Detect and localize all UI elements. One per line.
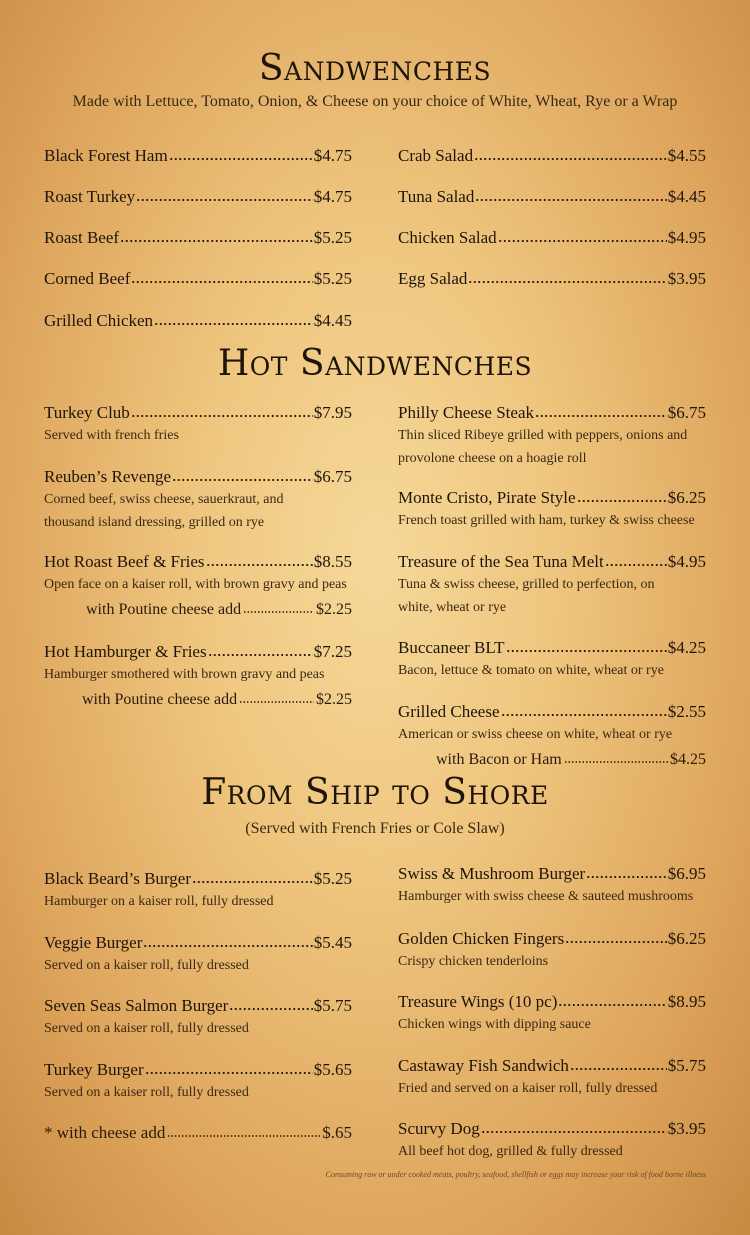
- item-description: All beef hot dog, grilled & fully dressed: [398, 1144, 623, 1159]
- item-price: $5.45: [313, 933, 352, 952]
- menu-item: [44, 549, 352, 622]
- item-price: $5.25: [313, 228, 352, 247]
- leader-dots: [131, 266, 312, 284]
- ship-to-shore-subtitle: (Served with French Fries or Cole Slaw): [245, 820, 505, 837]
- leader-dots: [167, 1120, 320, 1138]
- leader-dots: [145, 1057, 313, 1075]
- addon-price: $2.25: [316, 601, 352, 618]
- leader-dots: [586, 861, 667, 879]
- item-description: white, wheat or rye: [398, 600, 507, 615]
- item-description: Hamburger on a kaiser roll, fully dressed: [44, 894, 274, 909]
- leader-dots: [120, 225, 313, 243]
- item-price: $6.75: [313, 467, 352, 486]
- leader-dots: [570, 1053, 667, 1071]
- menu-item: [398, 225, 706, 249]
- item-price: $4.55: [667, 146, 706, 165]
- item-description: Tuna & swiss cheese, grilled to perfection, on: [398, 577, 655, 592]
- item-name: Chicken Salad: [398, 228, 497, 247]
- item-price: $5.75: [667, 1056, 706, 1075]
- leader-dots: [239, 686, 314, 704]
- menu-item: [398, 989, 706, 1036]
- item-name: Turkey Club: [44, 403, 130, 422]
- leader-dots: [475, 184, 666, 202]
- item-name: Treasure Wings (10 pc): [398, 992, 558, 1011]
- item-description: Chicken wings with dipping sauce: [398, 1017, 591, 1032]
- menu-item: [398, 266, 706, 290]
- leader-dots: [481, 1116, 667, 1134]
- leader-dots: [192, 866, 313, 884]
- item-description: thousand island dressing, grilled on rye: [44, 515, 265, 530]
- item-price: $7.25: [313, 642, 352, 661]
- hot-sandwiches-title: Hot Sandwenches: [217, 343, 533, 384]
- item-name: Corned Beef: [44, 269, 131, 288]
- leader-dots: [143, 930, 312, 948]
- leader-dots: [468, 266, 666, 284]
- menu-item: [398, 143, 706, 167]
- item-price: $6.95: [667, 864, 706, 883]
- leader-dots: [577, 485, 667, 503]
- item-description: Served on a kaiser roll, fully dressed: [44, 1021, 249, 1036]
- leader-dots: [154, 308, 313, 326]
- item-price: $5.25: [313, 269, 352, 288]
- item-name: Swiss & Mushroom Burger: [398, 864, 586, 883]
- item-addon: [44, 596, 352, 622]
- item-name: Grilled Chicken: [44, 311, 154, 330]
- item-addon: [398, 746, 706, 772]
- menu-item: [398, 1053, 706, 1100]
- sandwiches-subtitle: Made with Lettuce, Tomato, Onion, & Cheese on your choice of White, Wheat, Rye or a Wrap: [72, 93, 678, 110]
- menu-item: [44, 993, 352, 1040]
- item-description: Hamburger with swiss cheese & sauteed mushrooms: [398, 889, 694, 904]
- item-price: $8.55: [313, 552, 352, 571]
- item-description: American or swiss cheese on white, wheat or rye: [398, 727, 673, 742]
- item-addon: [44, 686, 352, 712]
- menu-item: [44, 143, 352, 167]
- item-name: Monte Cristo, Pirate Style: [398, 488, 576, 507]
- item-description: Hamburger smothered with brown gravy and peas: [44, 667, 325, 682]
- leader-dots: [506, 635, 667, 653]
- item-name: Black Beard’s Burger: [44, 869, 191, 888]
- menu-item: [44, 184, 352, 208]
- item-name: Black Forest Ham: [44, 146, 168, 165]
- menu-item: [398, 699, 706, 772]
- leader-dots: [501, 699, 667, 717]
- menu-item: [44, 308, 352, 332]
- item-price: $6.25: [667, 488, 706, 507]
- item-price: $4.95: [667, 228, 706, 247]
- food-safety-disclaimer: Consuming raw or under cooked meats, poultry, seafood, shellfish or eggs may increase your risk of food borne illness: [325, 1170, 706, 1179]
- item-name: Grilled Cheese: [398, 702, 500, 721]
- sandwiches-title: Sandwenches: [258, 48, 492, 89]
- leader-dots: [208, 639, 313, 657]
- addon-price: $2.25: [316, 691, 352, 708]
- menu-item: [44, 225, 352, 249]
- item-description: Crispy chicken tenderloins: [398, 954, 549, 969]
- leader-dots: [474, 143, 667, 161]
- menu-item: [44, 266, 352, 290]
- menu-item: [398, 485, 706, 532]
- item-description: Fried and served on a kaiser roll, fully dressed: [398, 1081, 658, 1096]
- item-name: Treasure of the Sea Tuna Melt: [398, 552, 604, 571]
- item-name: Reuben’s Revenge: [44, 467, 171, 486]
- item-price: $6.25: [667, 929, 706, 948]
- menu-item: [398, 926, 706, 973]
- leader-dots: [131, 400, 313, 418]
- item-name: Turkey Burger: [44, 1060, 144, 1079]
- menu-item: [398, 549, 706, 619]
- menu-item: [398, 861, 706, 908]
- item-price: $2.55: [667, 702, 706, 721]
- item-price: $4.45: [667, 187, 706, 206]
- item-description: French toast grilled with ham, turkey & swiss cheese: [398, 513, 695, 528]
- menu-item: [398, 184, 706, 208]
- item-price: $5.65: [313, 1060, 352, 1079]
- leader-dots: [136, 184, 313, 202]
- leader-dots: [498, 225, 667, 243]
- item-price: $5.25: [313, 869, 352, 888]
- menu-item: [398, 1116, 706, 1163]
- item-description: provolone cheese on a hoagie roll: [398, 451, 587, 466]
- leader-dots: [169, 143, 313, 161]
- item-price: $4.25: [667, 638, 706, 657]
- item-price: $5.75: [313, 996, 352, 1015]
- menu-item: [398, 400, 706, 470]
- item-description: Served with french fries: [44, 428, 179, 443]
- menu-item: [44, 866, 352, 913]
- item-description: Corned beef, swiss cheese, sauerkraut, and: [44, 492, 284, 507]
- item-name: Crab Salad: [398, 146, 474, 165]
- menu-item: [44, 930, 352, 977]
- item-name: Hot Roast Beef & Fries: [44, 552, 205, 571]
- item-name: Hot Hamburger & Fries: [44, 642, 207, 661]
- leader-dots: [564, 746, 668, 764]
- leader-dots: [535, 400, 667, 418]
- leader-dots: [229, 993, 312, 1011]
- item-price: $4.75: [313, 146, 352, 165]
- item-name: Tuna Salad: [398, 187, 475, 206]
- item-name: Scurvy Dog: [398, 1119, 480, 1138]
- menu-item: [44, 464, 352, 534]
- item-name: Buccaneer BLT: [398, 638, 505, 657]
- item-description: Served on a kaiser roll, fully dressed: [44, 958, 249, 973]
- addon-label: with Poutine cheese add: [82, 691, 238, 708]
- item-description: Served on a kaiser roll, fully dressed: [44, 1085, 249, 1100]
- leader-dots: [605, 549, 667, 567]
- item-name: Castaway Fish Sandwich: [398, 1056, 569, 1075]
- addon-price: $4.25: [670, 751, 706, 768]
- item-name: Golden Chicken Fingers: [398, 929, 565, 948]
- item-price: $7.95: [313, 403, 352, 422]
- ship-to-shore-title: From Ship to Shore: [201, 772, 549, 813]
- leader-dots: [206, 549, 313, 567]
- item-name: Egg Salad: [398, 269, 468, 288]
- item-price: $6.75: [667, 403, 706, 422]
- item-price: $8.95: [667, 992, 706, 1011]
- item-name: Veggie Burger: [44, 933, 143, 952]
- addon-price: $.65: [322, 1123, 352, 1142]
- leader-dots: [565, 926, 667, 944]
- addon-label: with Poutine cheese add: [86, 601, 242, 618]
- item-description: Thin sliced Ribeye grilled with peppers, onions and: [398, 428, 688, 443]
- menu-item: [44, 639, 352, 712]
- menu-item: [44, 400, 352, 447]
- item-description: Open face on a kaiser roll, with brown gravy and peas: [44, 577, 347, 592]
- item-price: $3.95: [667, 269, 706, 288]
- item-price: $4.75: [313, 187, 352, 206]
- leader-dots: [558, 989, 666, 1007]
- item-price: $4.45: [313, 311, 352, 330]
- leader-dots: [172, 464, 313, 482]
- item-description: Bacon, lettuce & tomato on white, wheat or rye: [398, 663, 664, 678]
- item-name: Seven Seas Salmon Burger: [44, 996, 229, 1015]
- menu-item: [44, 1057, 352, 1104]
- item-price: $3.95: [667, 1119, 706, 1138]
- item-name: Roast Turkey: [44, 187, 136, 206]
- addon-label: with Bacon or Ham: [436, 751, 562, 768]
- item-name: Philly Cheese Steak: [398, 403, 534, 422]
- menu-item: [398, 635, 706, 682]
- cheese-addon: [44, 1120, 352, 1145]
- leader-dots: [243, 596, 314, 614]
- addon-label: * with cheese add: [44, 1123, 166, 1142]
- item-name: Roast Beef: [44, 228, 120, 247]
- item-price: $4.95: [667, 552, 706, 571]
